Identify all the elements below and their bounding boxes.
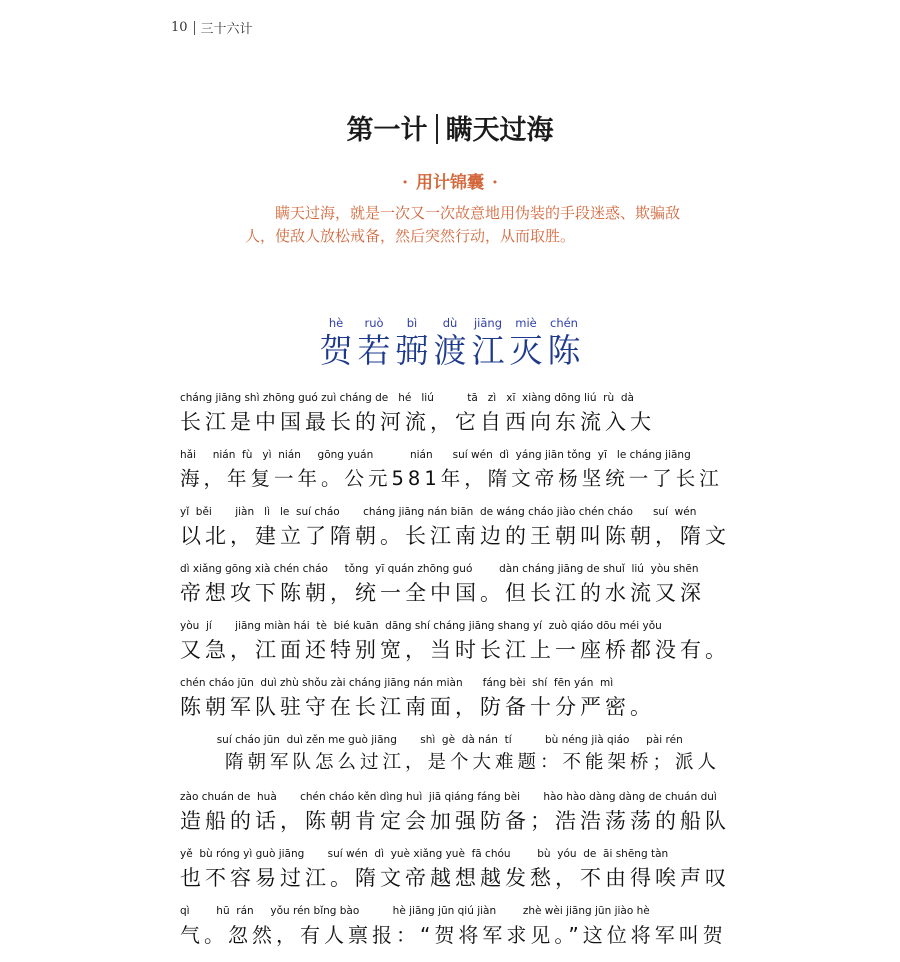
title-hanzi: 若 (357, 331, 391, 370)
book-title: 三十六计 (200, 22, 253, 37)
pinyin-line: yòu jí jiāng miàn hái tè bié kuān dāng shí cháng jiāng shang yí zuò qiáo dōu méi yǒu (180, 620, 662, 632)
pinyin-line: hǎi nián fù yì nián gōng yuán nián suí wén dì yáng jiān tǒng yī le cháng jiāng (180, 449, 691, 461)
pinyin-line: yě bù róng yì guò jiāng suí wén dì yuè xiǎng yuè fā chóu bù yóu de āi shēng tàn (180, 848, 669, 860)
title-hanzi: 江 (471, 331, 505, 370)
title-pinyin: miè (515, 316, 537, 330)
chapter-number: 第一计 (346, 115, 428, 146)
pinyin-line: chén cháo jūn duì zhù shǒu zài cháng jiāng nán miàn fáng bèi shí fēn yán mì (180, 677, 614, 689)
title-hanzi: 贺 (319, 331, 353, 370)
pinyin-line: dì xiǎng gōng xià chén cháo tǒng yī quán zhōng guó dàn cháng jiāng de shuǐ liú yòu shēn (180, 563, 699, 575)
hanzi-line: 海，年复一年。公元581年，隋文帝杨坚统一了长江 (180, 467, 723, 490)
title-divider (436, 114, 438, 144)
title-char (507, 316, 545, 370)
title-char (317, 316, 355, 370)
text-line (180, 677, 730, 734)
running-header (171, 18, 253, 37)
text-line (180, 563, 730, 620)
hanzi-line: 隋朝军队怎么过江，是个大难题：不能架桥；派人 (180, 752, 721, 773)
strategy-subheading (0, 168, 900, 193)
subhead-dot-left: · (402, 173, 408, 193)
text-line (180, 506, 730, 563)
text-line (180, 734, 730, 791)
pinyin-line: qì hū rán yǒu rén bǐng bào hè jiāng jūn qiú jiàn zhè wèi jiāng jūn jiào hè (180, 905, 650, 917)
hanzi-line: 帝想攻下陈朝，统一全中国。但长江的水流又深 (180, 581, 705, 605)
title-pinyin: ruò (364, 316, 384, 330)
hanzi-line: 也不容易过江。隋文帝越想越发愁，不由得唉声叹 (180, 866, 730, 890)
title-pinyin: hè (328, 316, 344, 330)
title-hanzi: 陈 (547, 331, 581, 370)
hanzi-line: 又急，江面还特别宽，当时长江上一座桥都没有。 (180, 638, 730, 662)
title-char (393, 316, 431, 370)
title-char (469, 316, 507, 370)
hanzi-line: 造船的话，陈朝肯定会加强防备；浩浩荡荡的船队 (180, 809, 730, 833)
subhead-dot-right: · (492, 173, 498, 193)
title-pinyin: chén (550, 316, 578, 330)
hanzi-line: 气。忽然，有人禀报：“贺将军求见。”这位将军叫贺 (180, 923, 727, 947)
text-line (180, 620, 730, 677)
chapter-name: 瞒天过海 (445, 115, 554, 146)
subhead-text: 用计锦囊 (416, 173, 484, 193)
intro-paragraph: 瞒天过海，就是一次又一次故意地用伪装的手段迷惑、欺骗敌人，使敌人放松戒备，然后突然行动，从而取胜。 (245, 204, 681, 245)
hanzi-line: 以北，建立了隋朝。长江南边的王朝叫陈朝，隋文 (180, 524, 730, 548)
page-number: 10 (171, 20, 188, 35)
title-pinyin: bì (406, 316, 418, 330)
title-char (545, 316, 583, 370)
title-hanzi: 灭 (509, 331, 543, 370)
story-body (180, 392, 730, 962)
text-line (180, 848, 730, 905)
title-pinyin: jiāng (473, 316, 503, 330)
title-hanzi: 弼 (395, 331, 429, 370)
title-char (431, 316, 469, 370)
pinyin-line: cháng jiāng shì zhōng guó zuì cháng de hé liú tā zì xī xiàng dōng liú rù dà (180, 392, 634, 404)
title-hanzi: 渡 (433, 331, 467, 370)
text-line (180, 392, 730, 449)
pinyin-line: zào chuán de huà chén cháo kěn dìng huì jiā qiáng fáng bèi hào hào dàng dàng de chuán duì (180, 791, 717, 803)
header-divider (194, 21, 195, 35)
title-char (355, 316, 393, 370)
pinyin-line: suí cháo jūn duì zěn me guò jiāng shì gè dà nán tí bù néng jià qiáo pài rén (180, 734, 683, 746)
pinyin-line: yǐ běi jiàn lì le suí cháo cháng jiāng nán biān de wáng cháo jiào chén cháo suí wén (180, 506, 697, 518)
title-pinyin: dù (442, 316, 458, 330)
hanzi-line: 长江是中国最长的河流，它自西向东流入大 (180, 410, 655, 434)
chapter-title (0, 108, 900, 147)
text-line (180, 905, 730, 962)
hanzi-line: 陈朝军队驻守在长江南面，防备十分严密。 (180, 695, 655, 719)
text-line (180, 449, 730, 506)
text-line (180, 791, 730, 848)
story-title (0, 316, 900, 370)
